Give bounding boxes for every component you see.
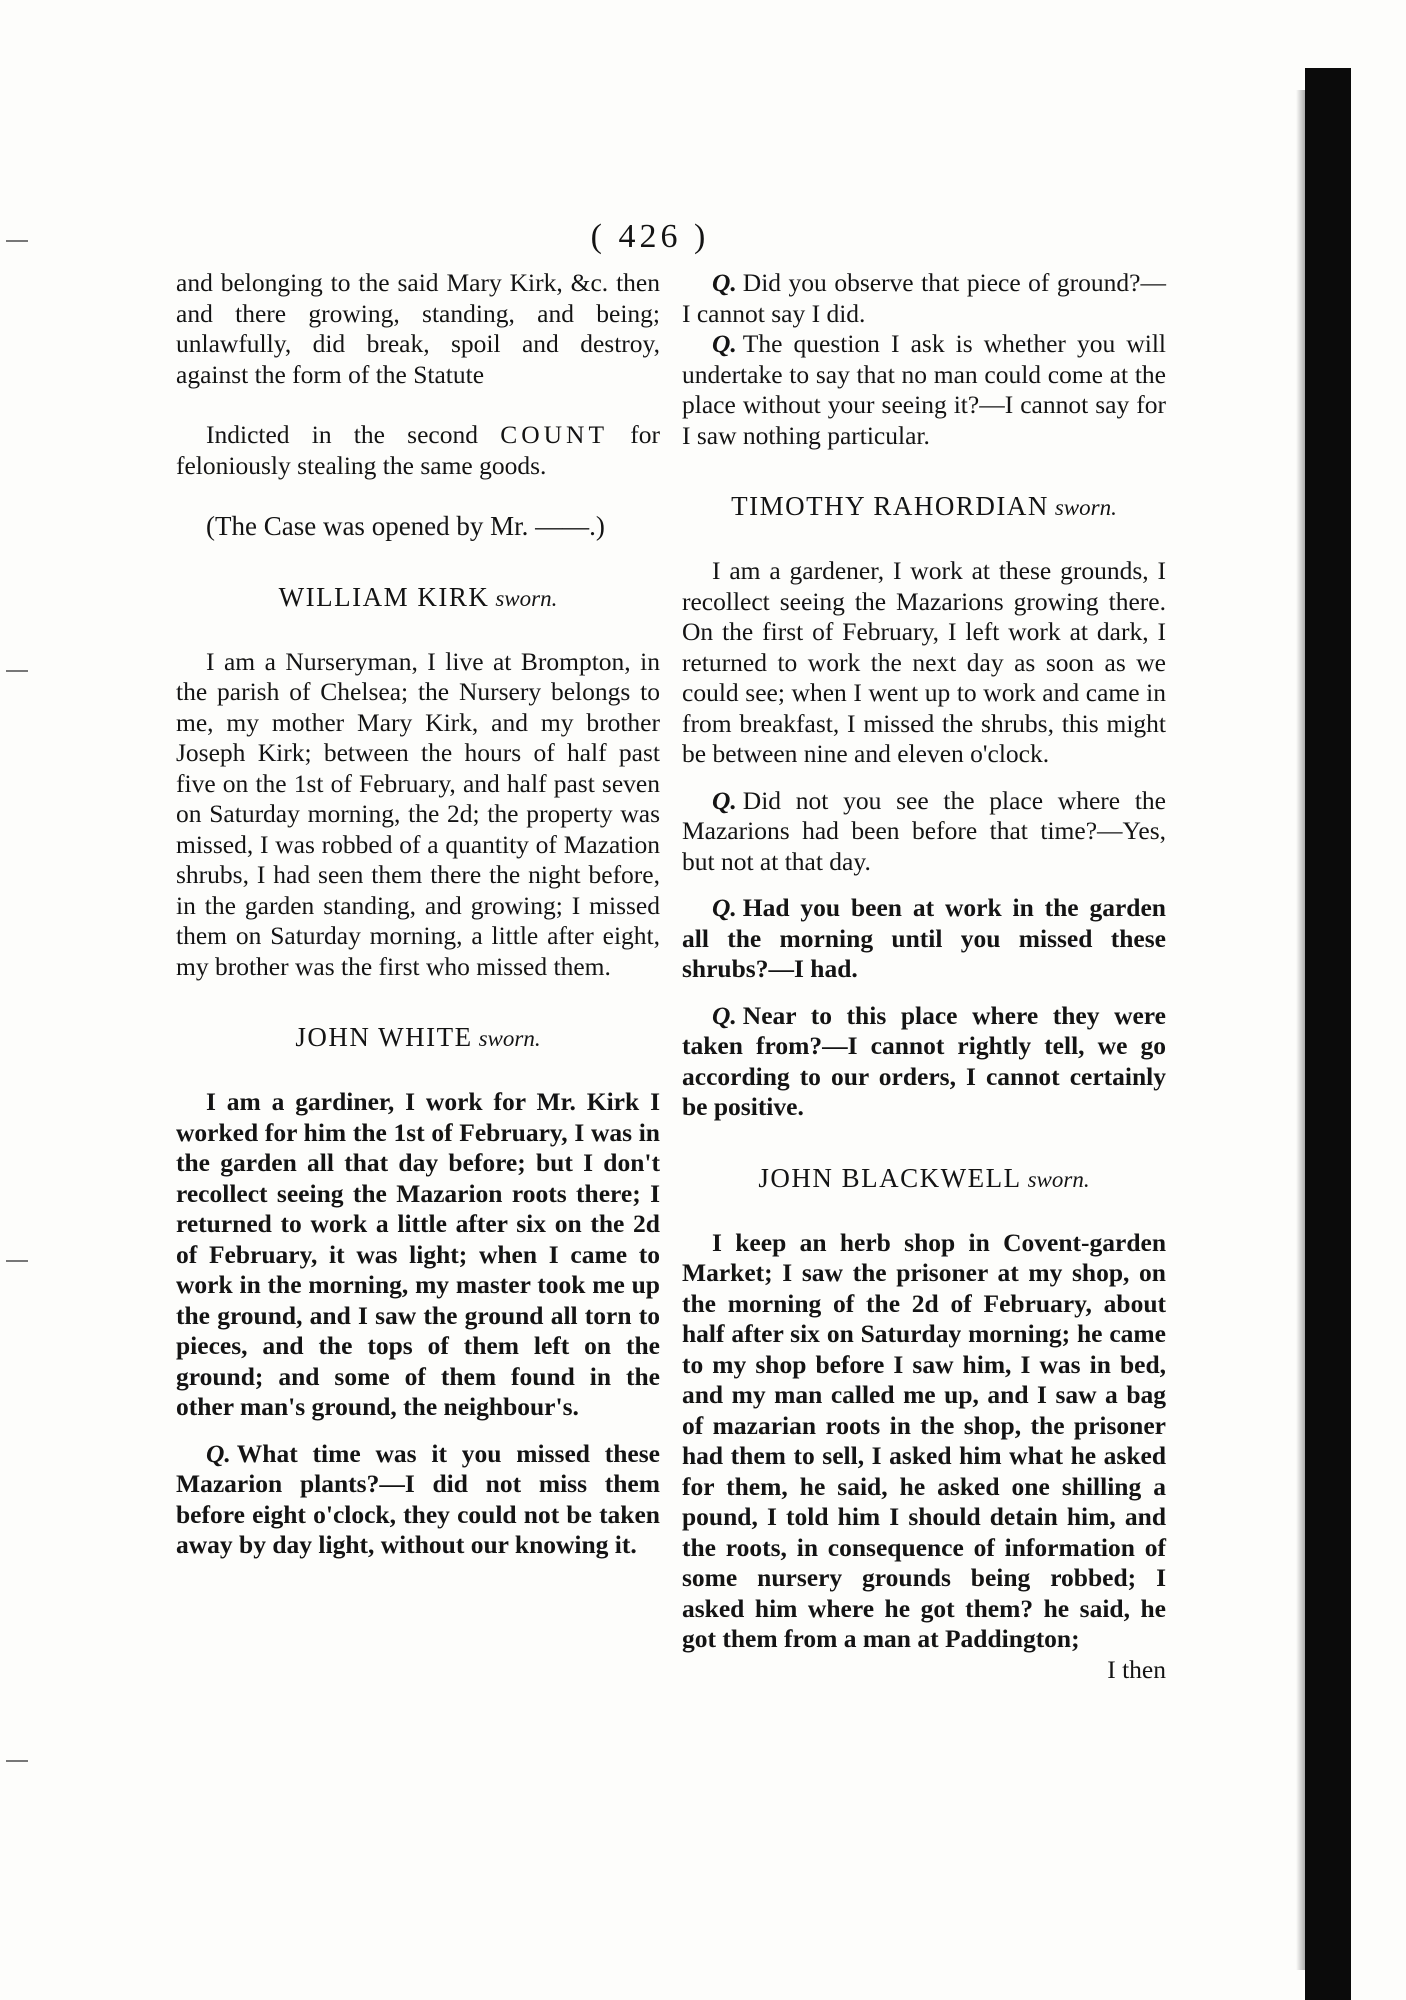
question-marker: Q. <box>712 1000 737 1030</box>
page-number: ( 426 ) <box>590 218 710 255</box>
question-marker: Q. <box>712 268 737 297</box>
witness-heading <box>682 491 1166 522</box>
question-answer <box>682 786 1166 878</box>
question-marker: Q. <box>712 893 737 922</box>
sworn-label: sworn. <box>478 1026 541 1051</box>
question-marker: Q. <box>712 329 737 358</box>
qa-text: Did you observe that piece of ground?—I cannot say I did. <box>682 268 1166 328</box>
witness-testimony: I am a gardener, I work at these grounds, I recollect seeing the Mazarions growing there. On the first of February, I left work at dark, I returned to work the next day as soon as we could see; when I went up to work and came in from breakfast, I missed the shrubs, this might be between nine and eleven o'clock. <box>682 556 1166 768</box>
witness-testimony: I am a Nurseryman, I live at Brompton, in the parish of Chelsea; the Nursery belongs to me, my mother Mary Kirk, and my brother Joseph Kirk; between the hours of half past five on the 1st of February, and half past seven on Saturday morning, the 2d; the property was missed, I was robbed of a quantity of Mazation shrubs, I had seen them there the night before, in the garden standing, and growing; I missed them on Saturday morning, a little after eight, my brother was the first who missed them. <box>176 646 660 981</box>
catchword: I then <box>1107 1654 1166 1684</box>
question-answer <box>682 329 1166 451</box>
witness-testimony: I am a gardiner, I work for Mr. Kirk I worked for him the 1st of February, I was in the garden all that day before; but I don't recollect seeing the Mazarion roots there; I returned to work a little after six on the 2d of February, it was light; when I came to work in the morning, my master took me up the ground, and I saw the ground all torn to pieces, and the tops of them left on the ground; and some of them found in the other man's ground, the neighbour's. <box>176 1087 660 1421</box>
second-count-pre: Indicted in the second <box>206 420 478 449</box>
witness-heading <box>682 1163 1166 1194</box>
witness-testimony: I keep an herb shop in Covent-garden Market; I saw the prisoner at my shop, on the morning of the 2d of February, about half after six on Saturday morning; he came to my shop before I saw him, I was in bed, and my man called me up, and I saw a bag of mazarian roots in the shop, the prisoner had them to sell, I asked him what he asked for them, he said, he asked one shilling a pound, I told him I should detain him, and the roots, in consequence of information of some nursery grounds being robbed; I asked him where he got them? he said, he got them from a man at Paddington; <box>682 1227 1166 1653</box>
witness-name: JOHN WHITE <box>295 1022 473 1052</box>
witness-name: JOHN BLACKWELL <box>758 1162 1022 1193</box>
scan-margin-marks <box>0 60 40 1960</box>
second-count-post: for feloniously stealing the same goods. <box>176 420 660 480</box>
second-count <box>176 420 660 481</box>
indictment-tail: and belonging to the said Mary Kirk, &c. then and there growing, standing, and being; unlawfully, did break, spoil and destroy, against the form of the Statute <box>176 268 660 389</box>
right-column <box>682 268 1166 1685</box>
left-column <box>176 268 660 1561</box>
question-answer <box>176 1439 660 1561</box>
qa-text: What time was it you missed these Mazarion plants?—I did not miss them before eight o'clock, they could not be taken away by day light, without our knowing it. <box>176 1438 660 1559</box>
qa-text: Did not you see the place where the Mazarions had been before that time?—Yes, but not at that day. <box>682 785 1166 876</box>
margin-mark <box>6 1260 28 1262</box>
count-word: COUNT <box>500 420 609 449</box>
question-answer <box>682 893 1166 985</box>
question-answer <box>682 268 1166 329</box>
margin-mark <box>6 670 28 672</box>
witness-name: TIMOTHY RAHORDIAN <box>731 491 1049 521</box>
witness-heading <box>176 1022 660 1053</box>
case-opened: (The Case was opened by Mr. ——.) <box>206 511 605 541</box>
sworn-label: sworn. <box>495 585 558 611</box>
qa-text: Had you been at work in the garden all the morning until you missed these shrubs?—I had. <box>682 893 1166 983</box>
scan-binding-bar <box>1305 68 1351 2000</box>
qa-text: Near to this place where they were taken from?—I cannot rightly tell, we go according to our orders, I cannot certainly be positive. <box>682 1000 1166 1121</box>
witness-name: WILLIAM KIRK <box>278 581 490 612</box>
qa-text: The question I ask is whether you will undertake to say that no man could come at the place without your seeing it?—I cannot say for I saw nothing particular. <box>682 329 1166 450</box>
question-answer <box>682 1001 1166 1123</box>
question-marker: Q. <box>206 1438 231 1468</box>
sworn-label: sworn. <box>1027 1166 1090 1192</box>
margin-mark <box>6 1760 28 1762</box>
question-marker: Q. <box>712 785 737 815</box>
witness-heading <box>176 582 660 613</box>
sworn-label: sworn. <box>1054 495 1117 520</box>
